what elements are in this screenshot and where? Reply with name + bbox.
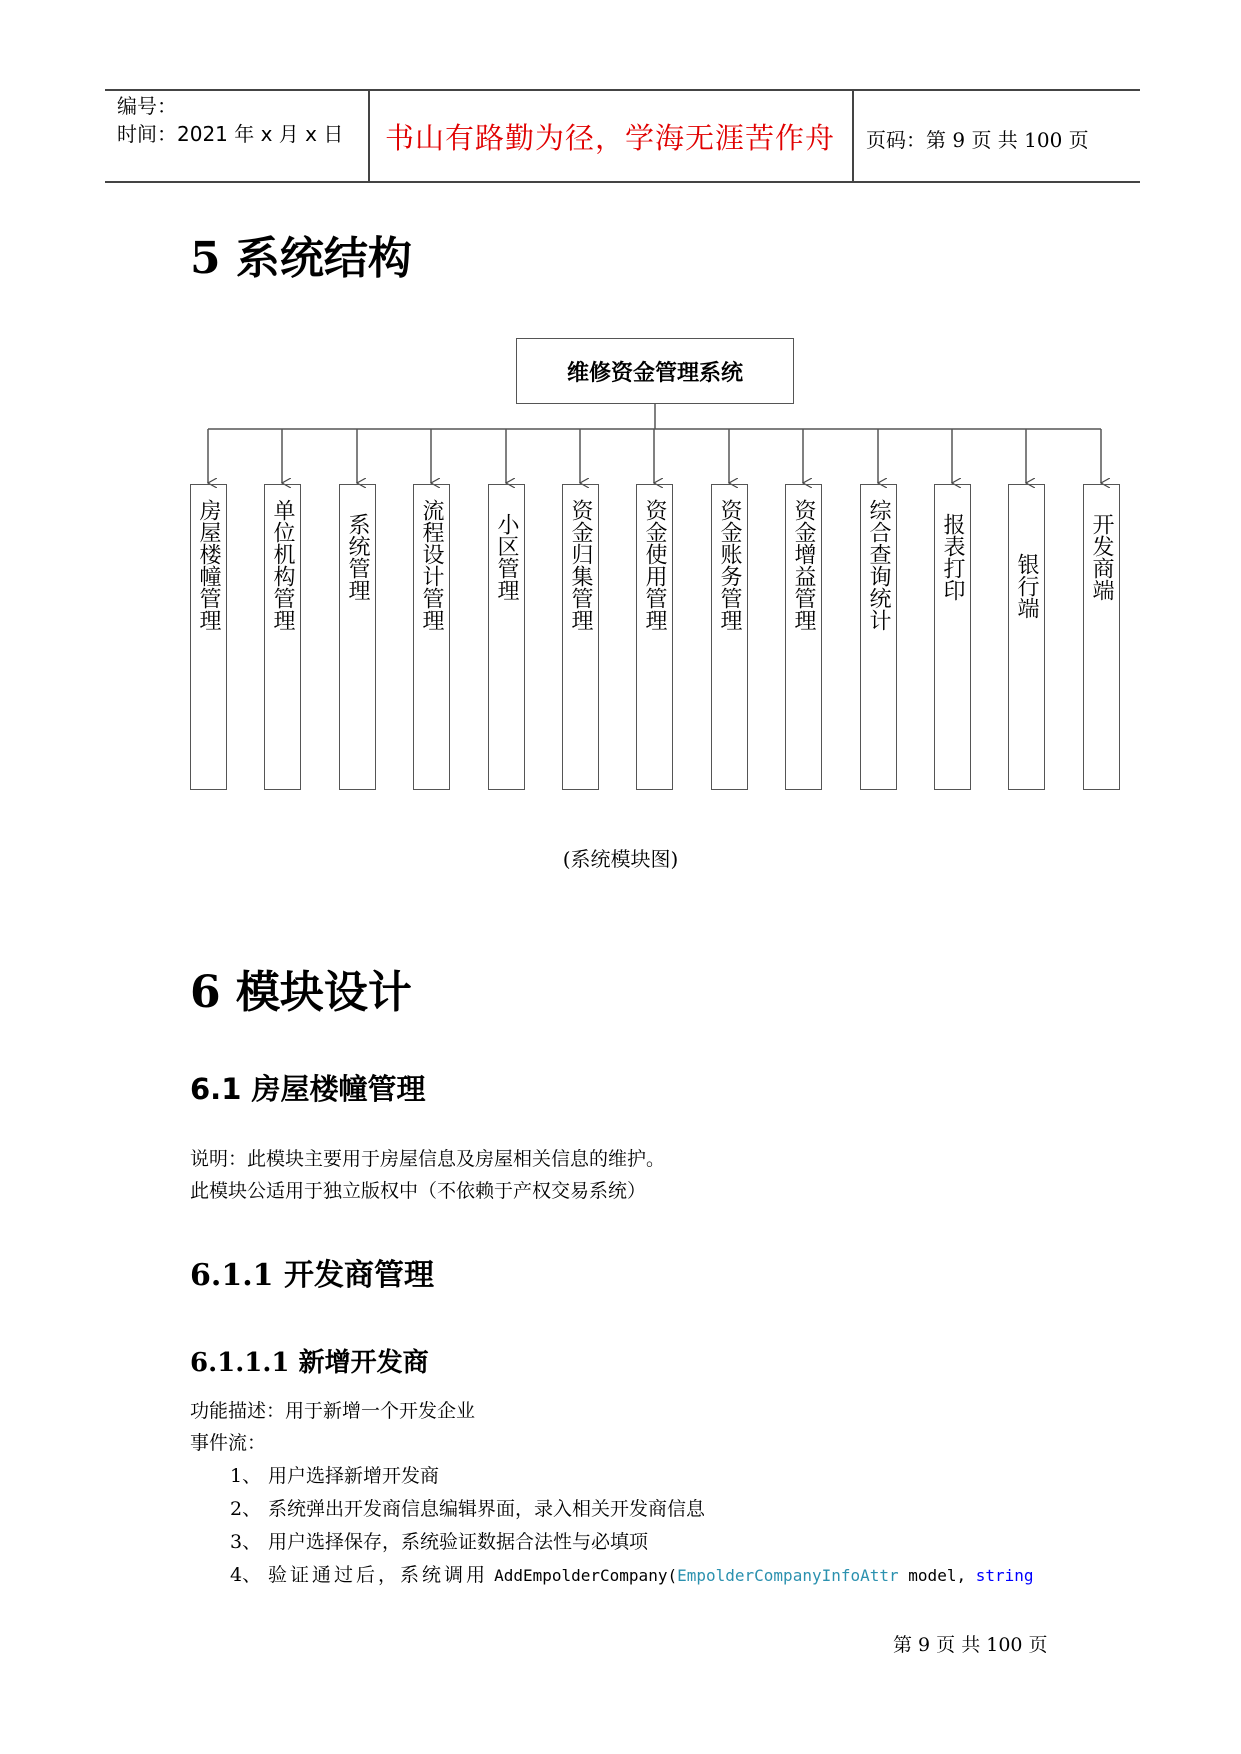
code-param: model, <box>898 1566 976 1585</box>
section61-description <box>190 1143 665 1207</box>
step-item-4 <box>230 1559 1034 1592</box>
module-box-developer <box>1083 484 1120 790</box>
module-label: 资金账务管理 <box>717 499 742 631</box>
diagram-connectors <box>0 0 1241 820</box>
module-box-bank <box>1008 484 1045 790</box>
diagram-caption: (系统模块图) <box>562 847 679 871</box>
section611-title: 6.1.1 开发商管理 <box>190 1258 434 1293</box>
module-label: 开发商端 <box>1089 513 1114 601</box>
module-box-usage <box>636 484 673 790</box>
step-text: 用户选择新增开发商 <box>268 1465 440 1487</box>
step-number: 4、 <box>230 1564 262 1586</box>
code-type-name: EmpolderCompanyInfoAttr <box>677 1566 899 1585</box>
branch-drops <box>208 429 1101 483</box>
module-box-report <box>934 484 971 790</box>
step-text: 用户选择保存，系统验证数据合法性与必填项 <box>268 1531 649 1553</box>
code-keyword: string <box>975 1566 1034 1585</box>
module-label: 房屋楼幢管理 <box>196 499 221 631</box>
section61-title: 6.1 房屋楼幢管理 <box>190 1072 426 1106</box>
module-label: 资金归集管理 <box>568 499 593 631</box>
event-flow-label: 事件流： <box>190 1432 267 1454</box>
module-label: 小区管理 <box>494 513 519 601</box>
step-item-3 <box>230 1526 1034 1559</box>
module-box-query <box>860 484 897 790</box>
module-box-org <box>264 484 301 790</box>
event-steps <box>230 1460 1034 1592</box>
step-text: 系统弹出开发商信息编辑界面，录入相关开发商信息 <box>268 1498 706 1520</box>
section6-title: 6 模块设计 <box>190 967 412 1018</box>
header-time-label: 时间：2021 年 x 月 x 日 <box>117 122 344 146</box>
module-box-accounts <box>711 484 748 790</box>
module-box-system <box>339 484 376 790</box>
module-box-community <box>488 484 525 790</box>
header-motto: 书山有路勤为径，学海无涯苦作舟 <box>384 121 835 155</box>
module-box-workflow <box>413 484 450 790</box>
section5-title: 5 系统结构 <box>190 233 412 284</box>
module-label: 银行端 <box>1014 553 1039 619</box>
step-number: 2、 <box>230 1498 262 1520</box>
header-code-label: 编号： <box>117 94 177 118</box>
page-footer: 第 9 页 共 100 页 <box>893 1634 1048 1656</box>
module-label: 综合查询统计 <box>866 499 891 631</box>
section61-desc-line1: 说明：此模块主要用于房屋信息及房屋相关信息的维护。 <box>190 1148 666 1170</box>
step-item-1 <box>230 1460 1034 1493</box>
module-box-collection <box>562 484 599 790</box>
section61-desc-line2: 此模块公适用于独立版权中（不依赖于产权交易系统） <box>190 1180 647 1202</box>
function-description: 功能描述：用于新增一个开发企业 <box>190 1400 476 1422</box>
section6111-title: 6.1.1.1 新增开发商 <box>190 1348 429 1378</box>
module-box-interest <box>785 484 822 790</box>
root-node-label: 维修资金管理系统 <box>566 360 743 386</box>
module-label: 系统管理 <box>345 513 370 601</box>
step-item-2 <box>230 1493 1034 1526</box>
module-box-building <box>190 484 227 790</box>
step-number: 3、 <box>230 1531 262 1553</box>
root-node-box <box>516 338 794 404</box>
module-label: 报表打印 <box>940 513 965 601</box>
module-label: 流程设计管理 <box>419 499 444 631</box>
step-text: 验证通过后，系统调用 <box>268 1564 489 1586</box>
module-label: 资金增益管理 <box>791 499 816 631</box>
step-number: 1、 <box>230 1465 262 1487</box>
code-function-name: AddEmpolderCompany( <box>494 1566 678 1585</box>
function-block <box>190 1395 475 1459</box>
module-label: 单位机构管理 <box>270 499 295 631</box>
header-page-label: 页码：第 9 页 共 100 页 <box>866 128 1089 152</box>
module-label: 资金使用管理 <box>642 499 667 631</box>
